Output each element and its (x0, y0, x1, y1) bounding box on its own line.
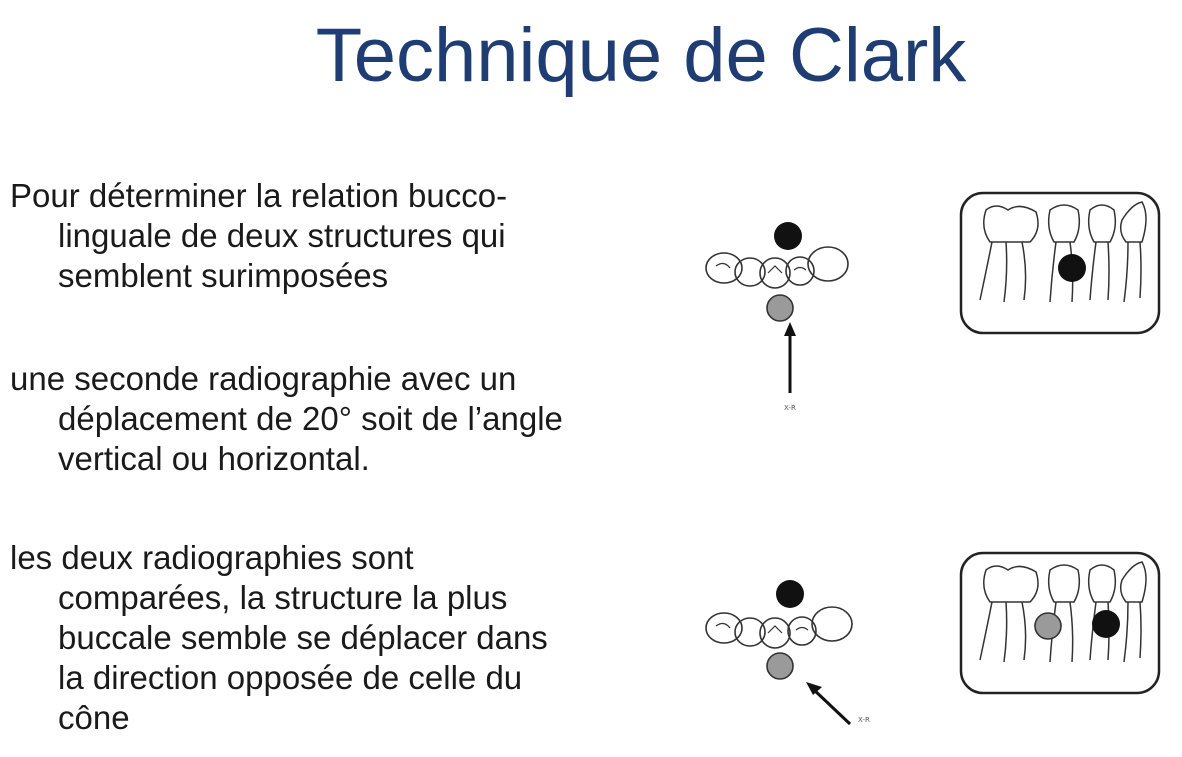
lingual-object-marker (1092, 610, 1120, 638)
buccal-object-marker (767, 295, 793, 321)
paragraph-line: cône (58, 699, 130, 736)
occlusal-diagram-bottom (700, 576, 900, 736)
buccal-object-marker (767, 653, 793, 679)
beam-label: X-R (784, 404, 796, 412)
paragraph-line: les deux radiographies sont (10, 539, 414, 576)
lingual-object-marker (774, 222, 802, 250)
tooth-outline (812, 607, 852, 641)
paragraph-line: une seconde radiographie avec un (10, 360, 517, 397)
buccal-object-marker (1035, 613, 1061, 639)
paragraph-line: la direction opposée de celle du (58, 659, 523, 696)
paragraph-method (10, 359, 670, 479)
occlusal-diagram-top (700, 218, 870, 418)
lingual-object-marker (776, 580, 804, 608)
paragraph-result (10, 538, 670, 738)
paragraph-line: semblent surimposées (58, 257, 389, 294)
radiograph-diagram-bottom (958, 550, 1162, 700)
page-title: Technique de Clark (315, 13, 967, 98)
tooth-outline (808, 247, 848, 281)
paragraph-line: linguale de deux structures qui (58, 217, 506, 254)
beam-label: X-R (858, 716, 870, 724)
superimposed-object-marker (1058, 254, 1086, 282)
paragraph-purpose (10, 176, 670, 296)
paragraph-line: buccale semble se déplacer dans (58, 619, 548, 656)
paragraph-line: vertical ou horizontal. (58, 440, 370, 477)
radiograph-diagram-top (958, 190, 1162, 340)
paragraph-line: Pour déterminer la relation bucco- (10, 177, 508, 214)
paragraph-line: comparées, la structure la plus (58, 579, 508, 616)
paragraph-line: déplacement de 20° soit de l’angle (58, 400, 563, 437)
